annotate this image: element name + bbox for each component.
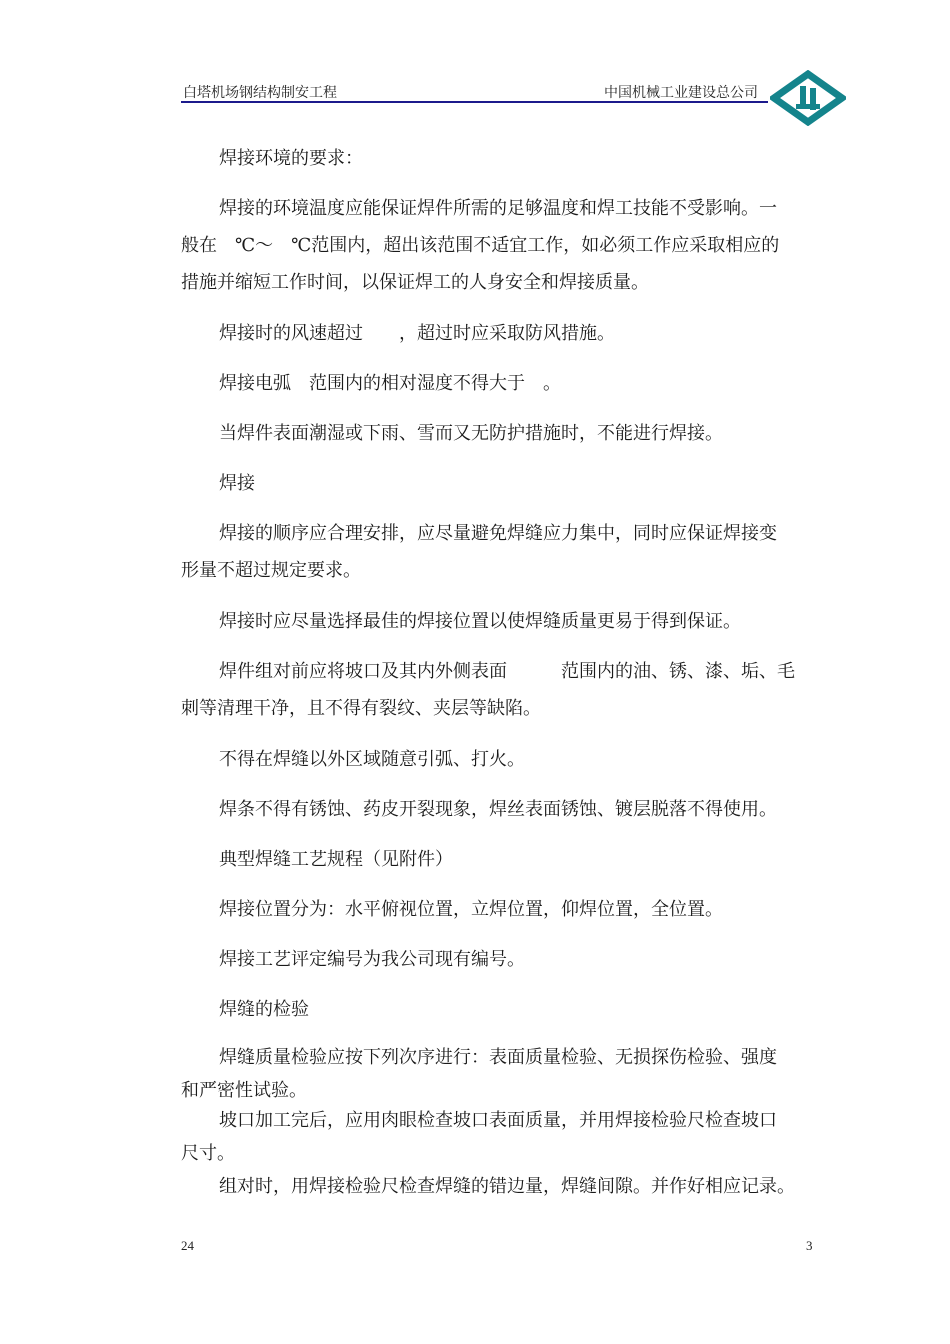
paragraph — [181, 465, 815, 502]
paragraph-line: 典型焊缝工艺规程（见附件） — [219, 849, 453, 870]
paragraph — [181, 653, 815, 727]
paragraph-line: 组对时，用焊接检验尺检查焊缝的错边量，焊缝间隙。并作好相应记录。 — [219, 1176, 795, 1197]
header-project-title: 白塔机场钢结构制安工程 — [183, 85, 337, 101]
paragraph — [181, 991, 815, 1028]
paragraph — [181, 603, 815, 640]
footer-page-number: 3 — [806, 1238, 813, 1253]
paragraph — [181, 1104, 815, 1170]
paragraph-line: 焊接环境的要求： — [219, 148, 363, 169]
paragraph-line: 焊接的环境温度应能保证焊件所需的足够温度和焊工技能不受影响。一 — [219, 198, 777, 219]
paragraph-line: 焊接的顺序应合理安排，应尽量避免焊缝应力集中，同时应保证焊接变 — [219, 523, 777, 544]
paragraph-line: 当焊件表面潮湿或下雨、雪而又无防护措施时，不能进行焊接。 — [219, 423, 723, 444]
header-company-name: 中国机械工业建设总公司 — [604, 85, 758, 101]
paragraph-line: 焊接工艺评定编号为我公司现有编号。 — [219, 949, 525, 970]
paragraph — [181, 741, 815, 778]
paragraph — [181, 791, 815, 828]
company-logo-icon — [770, 70, 846, 126]
paragraph-line: 刺等清理干净，且不得有裂纹、夹层等缺陷。 — [181, 698, 541, 719]
paragraph-line: 焊缝的检验 — [219, 999, 309, 1020]
paragraph — [181, 1041, 815, 1107]
paragraph-line: 坡口加工完后，应用肉眼检查坡口表面质量，并用焊接检验尺检查坡口 — [219, 1110, 777, 1131]
paragraph-line: 焊接 — [219, 473, 255, 494]
paragraph — [181, 315, 815, 352]
paragraph — [181, 891, 815, 928]
paragraph-line: 和严密性试验。 — [181, 1080, 307, 1101]
paragraph-line: 焊接电弧 范围内的相对湿度不得大于 。 — [219, 373, 561, 394]
paragraph-line: 焊条不得有锈蚀、药皮开裂现象，焊丝表面锈蚀、镀层脱落不得使用。 — [219, 799, 777, 820]
paragraph — [181, 140, 815, 177]
paragraph-line: 形量不超过规定要求。 — [181, 560, 361, 581]
footer-left-number: 24 — [181, 1238, 194, 1253]
paragraph-line: 焊接时应尽量选择最佳的焊接位置以使焊缝质量更易于得到保证。 — [219, 611, 741, 632]
paragraph — [181, 941, 815, 978]
paragraph-line: 般在 ℃～ ℃范围内，超出该范围不适宜工作，如必须工作应采取相应的 — [181, 235, 780, 256]
paragraph — [181, 841, 815, 878]
paragraph — [181, 515, 815, 589]
paragraph-line: 措施并缩短工作时间，以保证焊工的人身安全和焊接质量。 — [181, 272, 649, 293]
paragraph — [181, 1168, 815, 1205]
paragraph-line: 不得在焊缝以外区域随意引弧、打火。 — [219, 749, 525, 770]
paragraph-line: 焊缝质量检验应按下列次序进行：表面质量检验、无损探伤检验、强度 — [219, 1047, 777, 1068]
paragraph — [181, 365, 815, 402]
paragraph-line: 焊接时的风速超过 ，超过时应采取防风措施。 — [219, 323, 615, 344]
paragraph-line: 尺寸。 — [181, 1143, 235, 1164]
paragraph-line: 焊件组对前应将坡口及其内外侧表面 范围内的油、锈、漆、垢、毛 — [219, 661, 795, 682]
paragraph — [181, 415, 815, 452]
paragraph — [181, 190, 815, 301]
header-divider — [181, 101, 768, 103]
paragraph-line: 焊接位置分为：水平俯视位置，立焊位置，仰焊位置，全位置。 — [219, 899, 723, 920]
